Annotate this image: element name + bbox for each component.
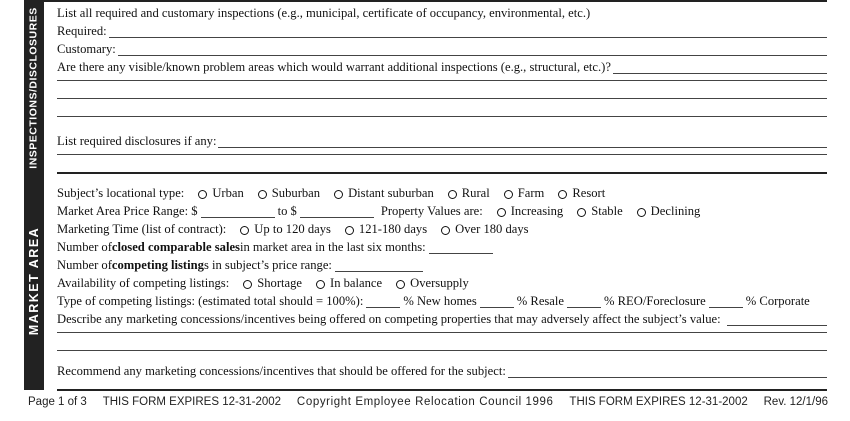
required-field[interactable] bbox=[109, 25, 827, 38]
price-range-row bbox=[57, 200, 827, 218]
price-low-field[interactable] bbox=[201, 205, 275, 218]
radio-circle-icon[interactable] bbox=[497, 208, 506, 217]
option-rural[interactable]: Rural bbox=[448, 186, 490, 200]
option-up-to-120[interactable]: Up to 120 days bbox=[240, 222, 331, 236]
option-resort[interactable]: Resort bbox=[558, 186, 605, 200]
copyright: Copyright Employee Relocation Council 1996 bbox=[296, 396, 554, 408]
option-urban[interactable]: Urban bbox=[198, 186, 243, 200]
competing-listings-emphasis: competing listing bbox=[111, 258, 204, 272]
locational-type-label: Subject’s locational type: bbox=[57, 186, 185, 200]
disclosures-label: List required disclosures if any: bbox=[57, 134, 217, 148]
closed-sales-field[interactable] bbox=[429, 241, 493, 254]
closed-sales-row: Number of closed comparable sales in market area in the last six months: bbox=[57, 236, 827, 254]
required-label: Required: bbox=[57, 24, 107, 38]
option-121-180[interactable]: 121-180 days bbox=[345, 222, 427, 236]
disclosures-row bbox=[57, 130, 827, 148]
radio-circle-icon[interactable] bbox=[441, 226, 450, 235]
radio-circle-icon[interactable] bbox=[258, 190, 267, 199]
marketing-time-label: Marketing Time (list of contract): bbox=[57, 222, 227, 236]
inspections-tab bbox=[24, 2, 44, 174]
listing-types-row: Type of competing listings: (estimated total should = 100%): % New homes % Resale % REO/Foreclosure % Corporate bbox=[57, 294, 810, 308]
problem-areas-line-4[interactable] bbox=[57, 116, 827, 117]
expiration-notice-2: THIS FORM EXPIRES 12-31-2002 bbox=[569, 396, 748, 408]
competing-listings-field[interactable] bbox=[335, 259, 423, 272]
problem-areas-line-2[interactable] bbox=[57, 80, 827, 81]
concessions-field[interactable] bbox=[727, 313, 827, 326]
disclosures-line-2[interactable] bbox=[57, 154, 827, 155]
required-row bbox=[57, 20, 827, 38]
concessions-row bbox=[57, 308, 827, 326]
recommend-label: Recommend any marketing concessions/incentives that should be offered for the subject: bbox=[57, 364, 506, 378]
form-bottom-border bbox=[57, 389, 827, 391]
problem-areas-row bbox=[57, 56, 827, 74]
radio-circle-icon[interactable] bbox=[558, 190, 567, 199]
option-stable[interactable]: Stable bbox=[577, 204, 622, 218]
recommend-row bbox=[57, 360, 827, 378]
radio-circle-icon[interactable] bbox=[316, 280, 325, 289]
radio-circle-icon[interactable] bbox=[334, 190, 343, 199]
expiration-notice: THIS FORM EXPIRES 12-31-2002 bbox=[102, 396, 282, 408]
option-over-180[interactable]: Over 180 days bbox=[441, 222, 528, 236]
reo-field[interactable] bbox=[567, 295, 601, 308]
page-number: Page 1 of 3 bbox=[28, 396, 87, 408]
closed-sales-emphasis: closed comparable sales bbox=[111, 240, 240, 254]
availability-label: Availability of competing listings: bbox=[57, 276, 230, 290]
concessions-line-3[interactable] bbox=[57, 350, 827, 351]
radio-circle-icon[interactable] bbox=[504, 190, 513, 199]
marketing-time-row bbox=[57, 218, 827, 236]
customary-row bbox=[57, 38, 827, 56]
option-suburban[interactable]: Suburban bbox=[258, 186, 320, 200]
price-high-field[interactable] bbox=[300, 205, 374, 218]
problem-areas-line-3[interactable] bbox=[57, 98, 827, 99]
availability-row bbox=[57, 272, 827, 290]
option-farm[interactable]: Farm bbox=[504, 186, 545, 200]
radio-circle-icon[interactable] bbox=[396, 280, 405, 289]
option-declining[interactable]: Declining bbox=[637, 204, 701, 218]
revision: Rev. 12/1/96 bbox=[763, 396, 828, 408]
recommend-field[interactable] bbox=[508, 365, 827, 378]
option-shortage[interactable]: Shortage bbox=[243, 276, 302, 290]
radio-circle-icon[interactable] bbox=[240, 226, 249, 235]
problem-areas-field[interactable] bbox=[613, 61, 827, 74]
locational-type-row bbox=[57, 182, 827, 200]
market-area-tab-label: MARKET AREA bbox=[27, 226, 41, 336]
option-increasing[interactable]: Increasing bbox=[497, 204, 563, 218]
inspections-instruction: List all required and customary inspections (e.g., municipal, certificate of occupancy, environmental, etc.) bbox=[57, 6, 591, 20]
market-area-section bbox=[24, 172, 827, 390]
concessions-line-2[interactable] bbox=[57, 332, 827, 333]
price-to-label: to $ bbox=[277, 204, 297, 218]
corporate-field[interactable] bbox=[709, 295, 743, 308]
customary-label: Customary: bbox=[57, 42, 116, 56]
radio-circle-icon[interactable] bbox=[243, 280, 252, 289]
concessions-label: Describe any marketing concessions/incentives being offered on competing properties that may adversely affect the subject’s value: bbox=[57, 312, 721, 326]
property-values-label: Property Values are: bbox=[380, 204, 483, 218]
radio-circle-icon[interactable] bbox=[448, 190, 457, 199]
market-area-content bbox=[57, 172, 827, 390]
footer bbox=[28, 396, 828, 408]
option-distant-suburban[interactable]: Distant suburban bbox=[334, 186, 434, 200]
problem-areas-label: Are there any visible/known problem areas which would warrant additional inspections (e.g., structural, etc.)? bbox=[57, 60, 611, 74]
resale-field[interactable] bbox=[480, 295, 514, 308]
radio-circle-icon[interactable] bbox=[577, 208, 586, 217]
customary-field[interactable] bbox=[118, 43, 827, 56]
radio-circle-icon[interactable] bbox=[637, 208, 646, 217]
price-range-label: Market Area Price Range: $ bbox=[57, 204, 198, 218]
inspections-instruction-row bbox=[57, 2, 827, 20]
radio-circle-icon[interactable] bbox=[345, 226, 354, 235]
inspections-section bbox=[24, 0, 827, 174]
disclosures-field[interactable] bbox=[218, 135, 827, 148]
inspections-content bbox=[57, 2, 827, 174]
form-page bbox=[24, 0, 827, 392]
new-homes-field[interactable] bbox=[366, 295, 400, 308]
listing-types-label: Type of competing listings: (estimated total should = 100%): bbox=[57, 294, 364, 308]
radio-circle-icon[interactable] bbox=[198, 190, 207, 199]
market-area-tab bbox=[24, 172, 44, 390]
competing-listings-row: Number of competing listing s in subject’s price range: bbox=[57, 254, 827, 272]
option-in-balance[interactable]: In balance bbox=[316, 276, 382, 290]
option-oversupply[interactable]: Oversupply bbox=[396, 276, 469, 290]
inspections-tab-label: INSPECTIONS/DISCLOSURES bbox=[28, 7, 41, 169]
